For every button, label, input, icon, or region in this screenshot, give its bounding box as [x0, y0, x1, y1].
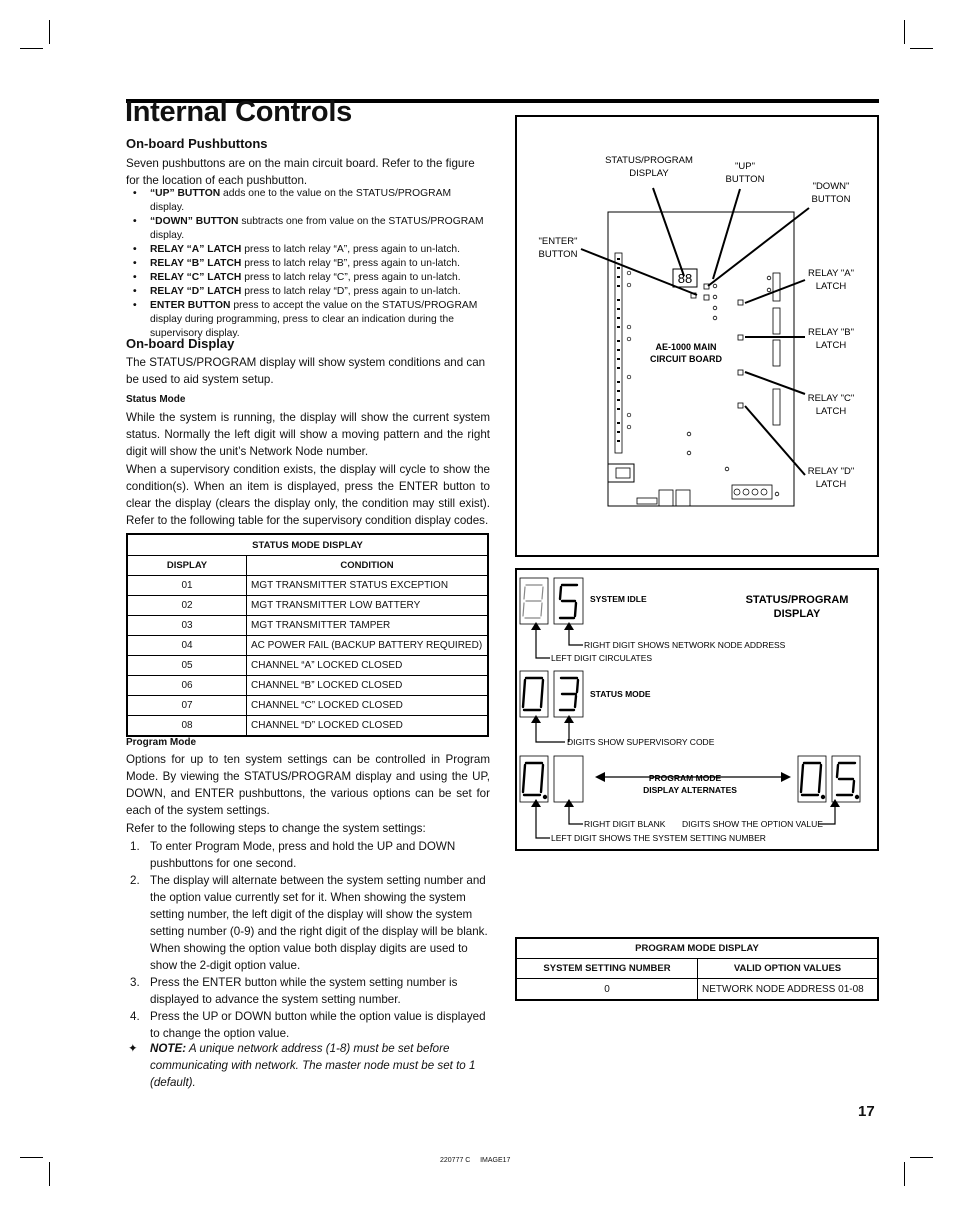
circuit-board-figure — [515, 115, 879, 557]
program-steps — [126, 838, 491, 1042]
crop-mark — [49, 1162, 50, 1186]
enter-button-label: "ENTER" — [538, 236, 578, 247]
figure-title: DISPLAY — [773, 608, 821, 620]
list-item: • “UP” BUTTON adds one to the value on the STATUS/PROGRAM display. — [133, 188, 452, 213]
list-item: 4. Press the UP or DOWN button while the option value is displayed to change the option value. — [130, 1010, 486, 1040]
program-mode-table — [515, 937, 879, 1001]
list-item: 3. Press the ENTER button while the system setting number is displayed to advance the system setting number. — [130, 976, 458, 1006]
relay-a-label: LATCH — [815, 281, 847, 292]
table-caption: PROGRAM MODE DISPLAY — [516, 938, 878, 959]
up-button-label: "UP" — [735, 161, 755, 172]
pushbutton-list — [133, 187, 488, 341]
digits-option-label: DIGITS SHOW THE OPTION VALUE — [682, 819, 823, 829]
crop-mark — [20, 48, 43, 49]
table-header: SYSTEM SETTING NUMBER — [516, 959, 698, 979]
list-item: 2. The display will alternate between the system setting number and the option value currently set for it. When showing the system setting number, the left digit of the display will show the system setting number (0-9) and the right digit of the display will be blank. When showing the option value both display digits are used to show the 2-digit option value. — [130, 874, 488, 972]
pushbuttons-intro: Seven pushbuttons are on the main circuit board. Refer to the figure for the location of each pushbutton. — [126, 157, 475, 187]
board-name-label: AE-1000 MAIN — [655, 342, 717, 352]
status-mode-paragraph-2: When a supervisory condition exists, the display will cycle to show the condition(s). When an item is displayed, press the ENTER button to clear the display (clears the display only, the condition may still exist). Refer to the following table for the supervisory condition display codes. — [126, 463, 490, 527]
crop-mark — [904, 1162, 905, 1186]
down-button-label: "DOWN" — [812, 181, 850, 192]
table-caption: STATUS MODE DISPLAY — [127, 534, 488, 556]
pushbuttons-heading: On-board Pushbuttons — [126, 136, 268, 151]
relay-b-label: RELAY "B" — [808, 327, 854, 338]
list-item: • RELAY “B” LATCH press to latch relay “B”, press again to un-latch. — [133, 258, 460, 269]
svg-text:88: 88 — [677, 271, 693, 286]
digits-supervisory-label: DIGITS SHOW SUPERVISORY CODE — [567, 737, 715, 747]
crop-mark — [904, 20, 905, 44]
board-name-label: CIRCUIT BOARD — [650, 354, 722, 364]
enter-button-label: BUTTON — [538, 249, 578, 260]
table-row: 02 MGT TRANSMITTER LOW BATTERY — [127, 596, 488, 616]
list-item: • RELAY “A” LATCH press to latch relay “A”, press again to un-latch. — [133, 244, 460, 255]
table-header: CONDITION — [247, 556, 489, 576]
list-item: 1. To enter Program Mode, press and hold the UP and DOWN pushbuttons for one second. — [130, 840, 456, 870]
status-display-label: DISPLAY — [629, 168, 669, 179]
relay-b-label: LATCH — [815, 340, 847, 351]
program-mode-paragraph: Options for up to ten system settings can be controlled in Program Mode. By viewing the STATUS/PROGRAM display and using the UP, DOWN, and ENTER pushbuttons, the various options can be set for each of the system settings. — [126, 753, 490, 817]
table-header: VALID OPTION VALUES — [698, 959, 879, 979]
left-digit-circulates-label: LEFT DIGIT CIRCULATES — [551, 653, 653, 663]
page-title: Internal Controls — [125, 96, 352, 128]
relay-c-label: LATCH — [815, 406, 847, 417]
up-button-label: BUTTON — [725, 174, 765, 185]
page-number: 17 — [858, 1103, 875, 1120]
table-row: 08 CHANNEL “D” LOCKED CLOSED — [127, 716, 488, 737]
footer-code: 220777 C IMAGE17 — [440, 1157, 511, 1164]
list-item: • RELAY “C” LATCH press to latch relay “C”, press again to un-latch. — [133, 272, 461, 283]
table-row: 06 CHANNEL “B” LOCKED CLOSED — [127, 676, 488, 696]
down-button-label: BUTTON — [811, 194, 851, 205]
table-header: DISPLAY — [127, 556, 247, 576]
display-intro: The STATUS/PROGRAM display will show system conditions and can be used to aid system setup. — [126, 356, 486, 386]
relay-c-label: RELAY "C" — [807, 393, 855, 404]
status-display-label: STATUS/PROGRAM — [605, 155, 693, 166]
relay-d-label: LATCH — [815, 479, 847, 490]
status-mode-label: STATUS MODE — [590, 689, 651, 699]
table-row: 03 MGT TRANSMITTER TAMPER — [127, 616, 488, 636]
left-digit-setting-label: LEFT DIGIT SHOWS THE SYSTEM SETTING NUMBER — [551, 833, 766, 843]
display-heading: On-board Display — [126, 336, 235, 351]
crop-mark — [20, 1157, 43, 1158]
list-item: • ENTER BUTTON press to accept the value on the STATUS/PROGRAM display during programming, press to clear an indication during the supervisory display. — [133, 300, 478, 339]
list-item: • “DOWN” BUTTON subtracts one from value on the STATUS/PROGRAM display. — [133, 216, 484, 241]
table-row: 01 MGT TRANSMITTER STATUS EXCEPTION — [127, 576, 488, 596]
program-mode-heading: Program Mode — [126, 737, 197, 748]
system-idle-label: SYSTEM IDLE — [590, 594, 647, 604]
crop-mark — [910, 48, 933, 49]
table-row: 07 CHANNEL “C” LOCKED CLOSED — [127, 696, 488, 716]
table-row: 0 NETWORK NODE ADDRESS 01-08 — [516, 979, 878, 1001]
program-mode-steps-intro: Refer to the following steps to change the system settings: — [126, 822, 426, 835]
table-row: 05 CHANNEL “A” LOCKED CLOSED — [127, 656, 488, 676]
list-item: • RELAY “D” LATCH press to latch relay “D”, press again to un-latch. — [133, 286, 461, 297]
program-alternates-label: DISPLAY ALTERNATES — [643, 785, 737, 795]
program-alternates-label: PROGRAM MODE — [648, 773, 722, 783]
crop-mark — [49, 20, 50, 44]
status-mode-table — [126, 533, 489, 737]
display-modes-figure — [515, 568, 879, 851]
relay-d-label: RELAY "D" — [807, 466, 855, 477]
right-digit-node-label: RIGHT DIGIT SHOWS NETWORK NODE ADDRESS — [584, 640, 786, 650]
right-digit-blank-label: RIGHT DIGIT BLANK — [584, 819, 666, 829]
figure-title: STATUS/PROGRAM — [745, 594, 849, 606]
status-mode-paragraph-1: While the system is running, the display will show the current system status. Normally the left digit will show a moving pattern and the right digit will show the unit’s Network Node number. — [126, 411, 490, 458]
table-row: 04 AC POWER FAIL (BACKUP BATTERY REQUIRED) — [127, 636, 488, 656]
note: ✦ NOTE: A unique network address (1-8) must be set before communicating with network. The master node must be set to 1 (default). — [128, 1042, 476, 1089]
crop-mark — [910, 1157, 933, 1158]
note-star-icon: ✦ — [128, 1042, 138, 1055]
status-mode-heading: Status Mode — [126, 394, 186, 405]
relay-a-label: RELAY "A" — [808, 268, 854, 279]
